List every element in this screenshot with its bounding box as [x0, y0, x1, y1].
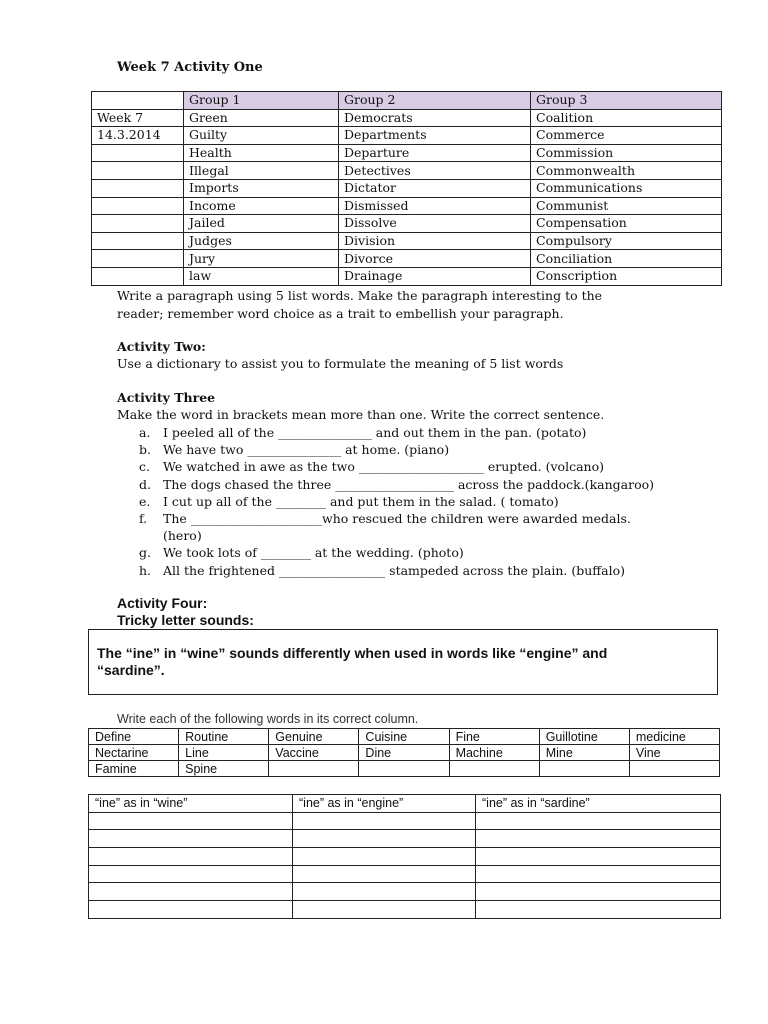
- answer-cell[interactable]: [89, 883, 293, 901]
- table-cell: Departments: [339, 127, 531, 145]
- list-marker: a.: [139, 425, 151, 440]
- answer-cell[interactable]: [293, 848, 476, 866]
- sentence-item: [117, 458, 654, 475]
- table-cell: Dictator: [339, 179, 531, 197]
- header-cell: Group 3: [531, 92, 722, 110]
- word-cell: [539, 761, 629, 777]
- answer-row: [89, 901, 721, 919]
- sentence-text: The dogs chased the three ___________________ across the paddock.(kangaroo): [163, 476, 654, 492]
- word-cell: Spine: [179, 761, 269, 777]
- word-cell: Famine: [89, 761, 179, 777]
- table-cell: Judges: [184, 232, 339, 250]
- answer-cell[interactable]: [293, 812, 476, 830]
- header-cell: Group 1: [184, 92, 339, 110]
- sentence-item: [117, 544, 654, 561]
- answer-cell[interactable]: [476, 830, 721, 848]
- sentence-text: We watched in awe as the two ____________________ erupted. (volcano): [163, 459, 604, 475]
- sentence-item: [117, 493, 654, 510]
- table-row: [92, 197, 722, 215]
- answer-row: [89, 812, 721, 830]
- sentence-item: [117, 424, 654, 441]
- sentence-text: I peeled all of the _______________ and out them in the pan. (potato): [163, 425, 587, 440]
- table-row: [92, 232, 722, 250]
- sorting-columns-table: [88, 794, 721, 919]
- table-cell: Conciliation: [531, 250, 722, 268]
- word-bank-row: [89, 761, 720, 777]
- word-cell: Nectarine: [89, 745, 179, 761]
- word-bank-table: [88, 728, 720, 777]
- list-marker: h.: [139, 562, 152, 578]
- table-cell: Guilty: [184, 127, 339, 145]
- table-cell: [92, 197, 184, 215]
- header-cell: Group 2: [339, 92, 531, 110]
- table-cell: Commerce: [531, 127, 722, 145]
- answer-cell[interactable]: [89, 901, 293, 919]
- sentence-text: (hero): [163, 528, 202, 544]
- list-marker: b.: [139, 442, 151, 458]
- activity-two-text: Use a dictionary to assist you to formulate the meaning of 5 list words: [117, 356, 564, 371]
- table-cell: [92, 162, 184, 180]
- table-cell: [92, 250, 184, 268]
- table-cell: Division: [339, 232, 531, 250]
- table-cell: 14.3.2014: [92, 127, 184, 145]
- sentence-item: [117, 562, 654, 579]
- answer-row: [89, 848, 721, 866]
- answer-cell[interactable]: [293, 883, 476, 901]
- sentence-text: The _____________________who rescued the children were awarded medals.: [163, 511, 631, 527]
- word-cell: Fine: [449, 729, 539, 745]
- table-cell: Week 7: [92, 109, 184, 127]
- word-cell: Mine: [539, 745, 629, 761]
- list-marker: d.: [139, 476, 151, 492]
- sentence-text: I cut up all of the ________ and put them in the salad. ( tomato): [163, 493, 559, 509]
- table-row: [92, 179, 722, 197]
- sentence-text: We took lots of ________ at the wedding. (photo): [163, 545, 464, 561]
- word-cell: Routine: [179, 729, 269, 745]
- answer-cell[interactable]: [476, 883, 721, 901]
- answer-cell[interactable]: [89, 830, 293, 848]
- sentence-item: [117, 527, 654, 544]
- columns-header-row: [89, 795, 721, 813]
- table-cell: Commonwealth: [531, 162, 722, 180]
- list-marker: g.: [139, 545, 151, 561]
- answer-cell[interactable]: [476, 901, 721, 919]
- word-bank-row: [89, 745, 720, 761]
- table-cell: Democrats: [339, 109, 531, 127]
- table-cell: Departure: [339, 144, 531, 162]
- table-cell: Illegal: [184, 162, 339, 180]
- answer-cell[interactable]: [293, 901, 476, 919]
- table-row: [92, 250, 722, 268]
- word-cell: Vine: [629, 745, 719, 761]
- table-cell: Detectives: [339, 162, 531, 180]
- word-bank-row: [89, 729, 720, 745]
- list-marker: e.: [139, 493, 151, 509]
- word-cell: medicine: [629, 729, 719, 745]
- activity-four-title: Activity Four:: [117, 595, 208, 611]
- answer-row: [89, 865, 721, 883]
- activity-four-instruction: Write each of the following words in its correct column.: [117, 712, 419, 726]
- table-row: [92, 162, 722, 180]
- answer-cell[interactable]: [89, 848, 293, 866]
- activity-four-subtitle: Tricky letter sounds:: [117, 612, 254, 628]
- table-cell: Health: [184, 144, 339, 162]
- answer-cell[interactable]: [293, 865, 476, 883]
- table-cell: [92, 215, 184, 233]
- activity-one-instruction: Write a paragraph using 5 list words. Make the paragraph interesting to the reader; remember word choice as a trait to embellish your paragraph.: [117, 288, 603, 321]
- table-cell: Drainage: [339, 267, 531, 285]
- word-cell: Genuine: [269, 729, 359, 745]
- sentence-item: [117, 476, 654, 493]
- column-header: “ine” as in “wine”: [89, 795, 293, 813]
- table-cell: Income: [184, 197, 339, 215]
- sentence-text: We have two _______________ at home. (piano): [163, 442, 450, 458]
- table-cell: Divorce: [339, 250, 531, 268]
- table-cell: Communist: [531, 197, 722, 215]
- answer-row: [89, 830, 721, 848]
- ine-sound-box: The “ine” in “wine” sounds differently when used in words like “engine” and “sardine”.: [88, 629, 718, 695]
- table-cell: [92, 267, 184, 285]
- sentence-item: [117, 441, 654, 458]
- table-cell: [92, 179, 184, 197]
- word-cell: [449, 761, 539, 777]
- activity-two-title: Activity Two:: [117, 339, 206, 354]
- table-cell: Conscription: [531, 267, 722, 285]
- sentence-item: [117, 510, 654, 527]
- answer-row: [89, 883, 721, 901]
- table-cell: [92, 144, 184, 162]
- activity-three-instruction: Make the word in brackets mean more than one. Write the correct sentence.: [117, 407, 605, 422]
- word-cell: [359, 761, 449, 777]
- table-cell: Coalition: [531, 109, 722, 127]
- answer-cell[interactable]: [89, 812, 293, 830]
- table-header-row: [92, 92, 722, 110]
- table-row: [92, 109, 722, 127]
- table-cell: Imports: [184, 179, 339, 197]
- table-cell: [92, 232, 184, 250]
- header-cell: [92, 92, 184, 110]
- word-cell: [629, 761, 719, 777]
- table-cell: Green: [184, 109, 339, 127]
- answer-cell[interactable]: [89, 865, 293, 883]
- table-cell: Dissolve: [339, 215, 531, 233]
- answer-cell[interactable]: [476, 812, 721, 830]
- table-cell: law: [184, 267, 339, 285]
- column-header: “ine” as in “sardine”: [476, 795, 721, 813]
- table-cell: Jury: [184, 250, 339, 268]
- word-cell: Guillotine: [539, 729, 629, 745]
- answer-cell[interactable]: [476, 848, 721, 866]
- table-cell: Communications: [531, 179, 722, 197]
- list-marker: c.: [139, 459, 150, 475]
- table-cell: Commission: [531, 144, 722, 162]
- table-row: [92, 144, 722, 162]
- sentence-text: All the frightened _________________ stampeded across the plain. (buffalo): [163, 562, 625, 578]
- activity-three-list: [117, 424, 654, 579]
- activity-three-title: Activity Three: [117, 390, 216, 405]
- word-cell: Machine: [449, 745, 539, 761]
- column-header: “ine” as in “engine”: [293, 795, 476, 813]
- table-cell: Compulsory: [531, 232, 722, 250]
- table-cell: Compensation: [531, 215, 722, 233]
- word-list-table: [91, 91, 722, 286]
- list-marker: f.: [139, 511, 148, 527]
- table-row: [92, 215, 722, 233]
- word-cell: Dine: [359, 745, 449, 761]
- answer-cell[interactable]: [293, 830, 476, 848]
- table-cell: Jailed: [184, 215, 339, 233]
- table-row: [92, 127, 722, 145]
- word-cell: Line: [179, 745, 269, 761]
- activity-one-title: Week 7 Activity One: [117, 60, 263, 75]
- word-cell: [269, 761, 359, 777]
- word-cell: Cuisine: [359, 729, 449, 745]
- answer-cell[interactable]: [476, 865, 721, 883]
- word-cell: Vaccine: [269, 745, 359, 761]
- table-cell: Dismissed: [339, 197, 531, 215]
- table-row: [92, 267, 722, 285]
- word-cell: Define: [89, 729, 179, 745]
